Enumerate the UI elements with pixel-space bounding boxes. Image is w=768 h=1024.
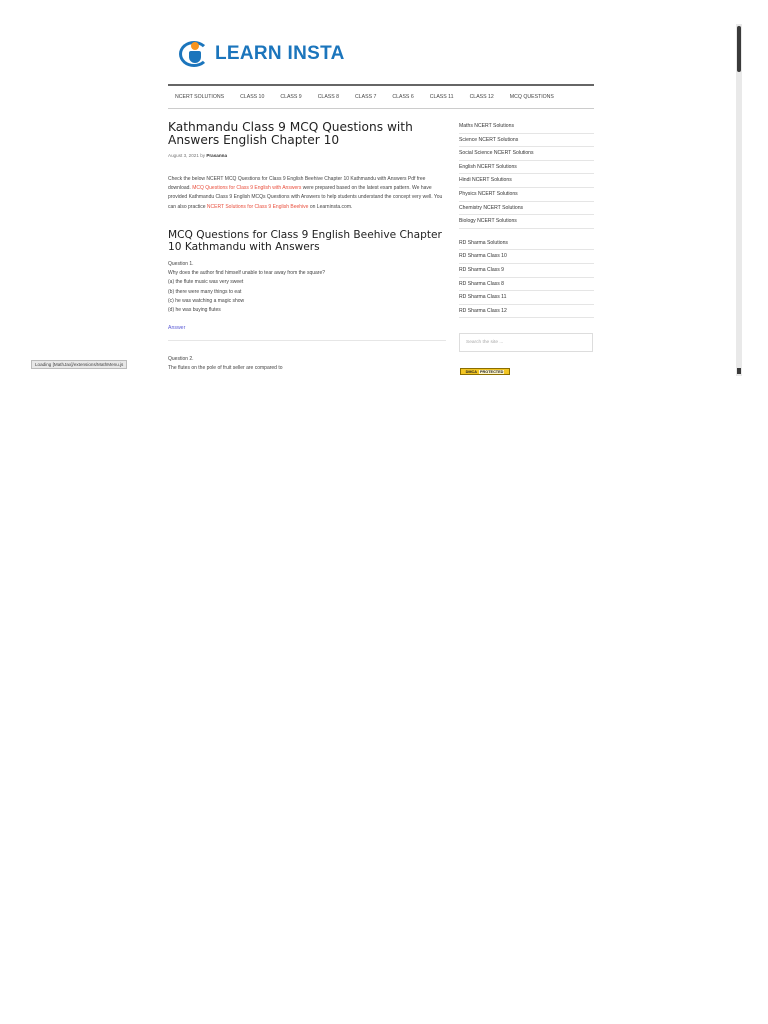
question-2-text: The flutes on the pole of fruit seller are compared to: [168, 365, 283, 372]
sidebar-item-maths-ncert[interactable]: Maths NCERT Solutions: [459, 120, 594, 134]
sidebar-item-chemistry-ncert[interactable]: Chemistry NCERT Solutions: [459, 202, 594, 216]
question-2-label: Question 2.: [168, 356, 194, 362]
intro-text-2: were prepared based on the latest exam pattern. We have provided Kathmandu Class 9 English MCQs Questions with Answers to help students understand the concept very well. You can also practice: [168, 185, 443, 210]
nav-item-ncert-solutions[interactable]: NCERT SOLUTIONS: [175, 94, 225, 100]
nav-item-class-8[interactable]: CLASS 8: [317, 94, 340, 100]
question-1-option-d: (d) he was buying flutes: [168, 307, 221, 314]
nav-item-class-7[interactable]: CLASS 7: [355, 94, 377, 100]
sidebar-item-social-science-ncert[interactable]: Social Science NCERT Solutions: [459, 147, 594, 161]
section-heading: MCQ Questions for Class 9 English Beehive Chapter 10 Kathmandu with Answers: [168, 229, 442, 253]
question-1: [168, 260, 448, 315]
intro-link-mcq[interactable]: MCQ Questions for Class 9 English with Answers: [192, 185, 302, 192]
answer-toggle[interactable]: Answer: [168, 325, 186, 331]
site-logo[interactable]: [179, 39, 345, 69]
nav-item-class-12[interactable]: CLASS 12: [469, 94, 494, 100]
nav-item-class-11[interactable]: CLASS 11: [429, 94, 454, 100]
article-date: August 3, 2021: [168, 153, 199, 158]
sidebar-item-physics-ncert[interactable]: Physics NCERT Solutions: [459, 188, 594, 202]
intro-text-1: Check the below NCERT MCQ Questions for Class 9 English Beehive Chapter 10 Kathmandu with Answers Pdf free download.: [168, 176, 426, 192]
sidebar-item-rd-sharma-10[interactable]: RD Sharma Class 10: [459, 250, 594, 264]
question-1-option-b: (b) there were many things to eat: [168, 288, 242, 295]
nav-item-class-10[interactable]: CLASS 10: [240, 94, 265, 100]
article-author[interactable]: Prasanna: [206, 153, 228, 158]
sidebar-spacer: [459, 229, 594, 237]
question-1-text: Why does the author find himself unable to tear away from the square?: [168, 270, 326, 277]
article-by: by: [200, 153, 206, 158]
nav-item-class-9[interactable]: CLASS 9: [280, 94, 302, 100]
sidebar-item-science-ncert[interactable]: Science NCERT Solutions: [459, 134, 594, 148]
answer-divider: [168, 340, 446, 341]
main-nav: [168, 84, 594, 109]
logo-text: LEARN INSTA: [215, 43, 345, 64]
logo-icon: [179, 39, 213, 69]
intro-link-ncert[interactable]: NCERT Solutions for Class 9 English Beehive: [206, 203, 309, 210]
scrollbar-thumb[interactable]: [737, 26, 741, 72]
article-intro: [168, 175, 446, 212]
status-tooltip: Loading [MathJax]/extensions/MathMenu.js: [31, 360, 127, 369]
sidebar: [459, 120, 594, 318]
question-1-label: Question 1.: [168, 261, 194, 267]
question-1-option-a: (a) the flute music was very sweet: [168, 279, 244, 286]
sidebar-item-rd-sharma[interactable]: RD Sharma Solutions: [459, 237, 594, 251]
search-input[interactable]: Search the site ...: [459, 333, 593, 352]
dmca-protected-label: PROTECTED: [479, 369, 504, 374]
scroll-down-arrow-icon[interactable]: [737, 368, 741, 374]
article-title: Kathmandu Class 9 MCQ Questions with Answers English Chapter 10: [168, 120, 413, 147]
dmca-label: DMCA: [465, 369, 477, 374]
sidebar-item-rd-sharma-9[interactable]: RD Sharma Class 9: [459, 264, 594, 278]
browser-viewport: [0, 0, 742, 376]
sidebar-item-english-ncert[interactable]: English NCERT Solutions: [459, 161, 594, 175]
sidebar-item-biology-ncert[interactable]: Biology NCERT Solutions: [459, 215, 594, 229]
question-2: [168, 355, 448, 373]
intro-text-3: on Learninsta.com.: [309, 203, 353, 210]
sidebar-item-rd-sharma-11[interactable]: RD Sharma Class 11: [459, 291, 594, 305]
scrollbar[interactable]: [736, 24, 742, 376]
sidebar-item-hindi-ncert[interactable]: Hindi NCERT Solutions: [459, 174, 594, 188]
dmca-badge[interactable]: [460, 368, 510, 375]
sidebar-item-rd-sharma-12[interactable]: RD Sharma Class 12: [459, 305, 594, 319]
sidebar-item-rd-sharma-8[interactable]: RD Sharma Class 8: [459, 278, 594, 292]
nav-item-mcq-questions[interactable]: MCQ QUESTIONS: [509, 94, 554, 100]
article-meta: [168, 153, 227, 158]
question-1-option-c: (c) he was watching a magic show: [168, 297, 245, 304]
nav-item-class-6[interactable]: CLASS 6: [392, 94, 414, 100]
